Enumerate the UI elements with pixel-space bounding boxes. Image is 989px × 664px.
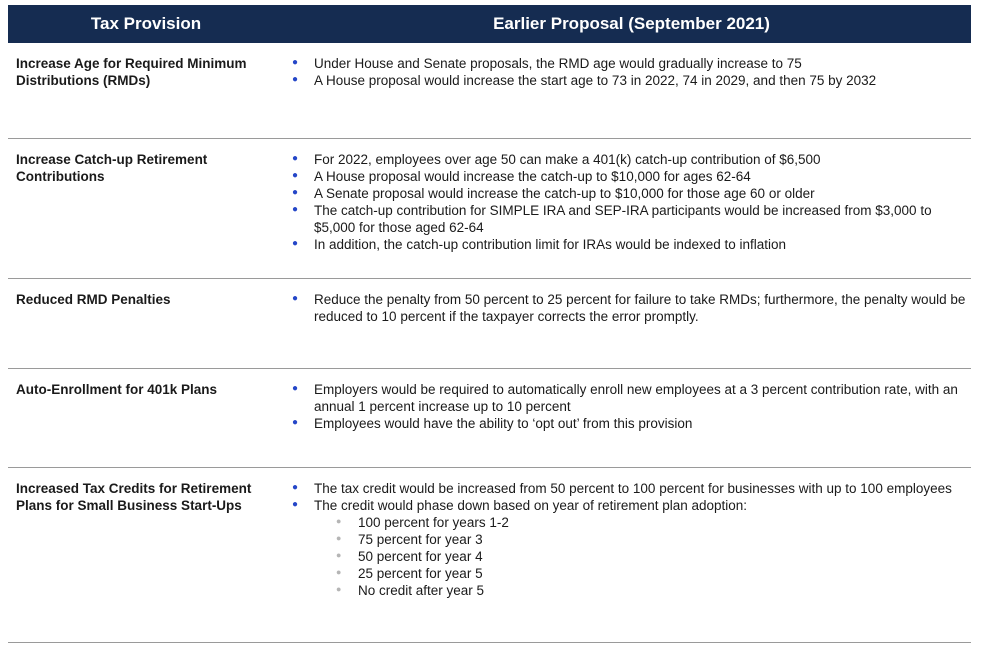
- proposal-details: [278, 139, 971, 278]
- list-item: ● Employees would have the ability to ‘opt out’ from this provision: [278, 415, 971, 432]
- sub-list-item: ● 25 percent for year 5: [314, 565, 971, 582]
- header-earlier-proposal: Earlier Proposal (September 2021): [493, 14, 770, 33]
- list-item-text: The credit would phase down based on year of retirement plan adoption:: [314, 498, 748, 513]
- list-item: ● The tax credit would be increased from 50 percent to 100 percent for businesses with up to 100 employees: [278, 480, 971, 497]
- sub-list-item: ● No credit after year 5: [314, 582, 971, 599]
- list-item: ● For 2022, employees over age 50 can make a 401(k) catch-up contribution of $6,500: [278, 151, 971, 168]
- sub-list-item: ● 100 percent for years 1-2: [314, 514, 971, 531]
- table-row: [8, 43, 971, 139]
- list-item: ● A Senate proposal would increase the catch-up to $10,000 for those age 60 or older: [278, 185, 971, 202]
- list-item: ● A House proposal would increase the catch-up to $10,000 for ages 62-64: [278, 168, 971, 185]
- table-row: [8, 139, 971, 279]
- proposal-details: [278, 468, 971, 642]
- table-header: [8, 5, 971, 43]
- provision-name: Increase Age for Required Minimum Distributions (RMDs): [16, 56, 247, 88]
- proposal-details: [278, 43, 971, 138]
- list-item: ● Employers would be required to automatically enroll new employees at a 3 percent contribution rate, with an annual 1 percent increase up to 10 percent: [278, 381, 971, 415]
- provision-name: Reduced RMD Penalties: [16, 292, 171, 307]
- header-tax-provision: Tax Provision: [90, 14, 202, 33]
- sub-list-item: ● 75 percent for year 3: [314, 531, 971, 548]
- list-item: ● Under House and Senate proposals, the RMD age would gradually increase to 75: [278, 55, 971, 72]
- sub-list-item: ● 50 percent for year 4: [314, 548, 971, 565]
- list-item: ● In addition, the catch-up contribution limit for IRAs would be indexed to inflation: [278, 236, 971, 253]
- list-item: ● Reduce the penalty from 50 percent to 25 percent for failure to take RMDs; furthermore, the penalty would be reduced to 10 percent if the taxpayer corrects the error promptly.: [278, 291, 971, 325]
- table-row: [8, 369, 971, 468]
- proposal-details: [278, 279, 971, 368]
- table-row: [8, 279, 971, 369]
- list-item: ● The catch-up contribution for SIMPLE IRA and SEP-IRA participants would be increased from $3,000 to $5,000 for those aged 62-64: [278, 202, 971, 236]
- sub-list: [314, 514, 971, 599]
- provision-name: Auto-Enrollment for 401k Plans: [16, 382, 218, 397]
- table-row: [8, 468, 971, 643]
- list-item: ● A House proposal would increase the start age to 73 in 2022, 74 in 2029, and then 75 by 2032: [278, 72, 971, 89]
- provision-name: Increase Catch-up Retirement Contributions: [16, 152, 208, 184]
- list-item: [278, 497, 971, 599]
- proposal-details: [278, 369, 971, 467]
- provision-name: Increased Tax Credits for Retirement Plans for Small Business Start-Ups: [16, 481, 252, 513]
- tax-provision-table: [8, 5, 971, 643]
